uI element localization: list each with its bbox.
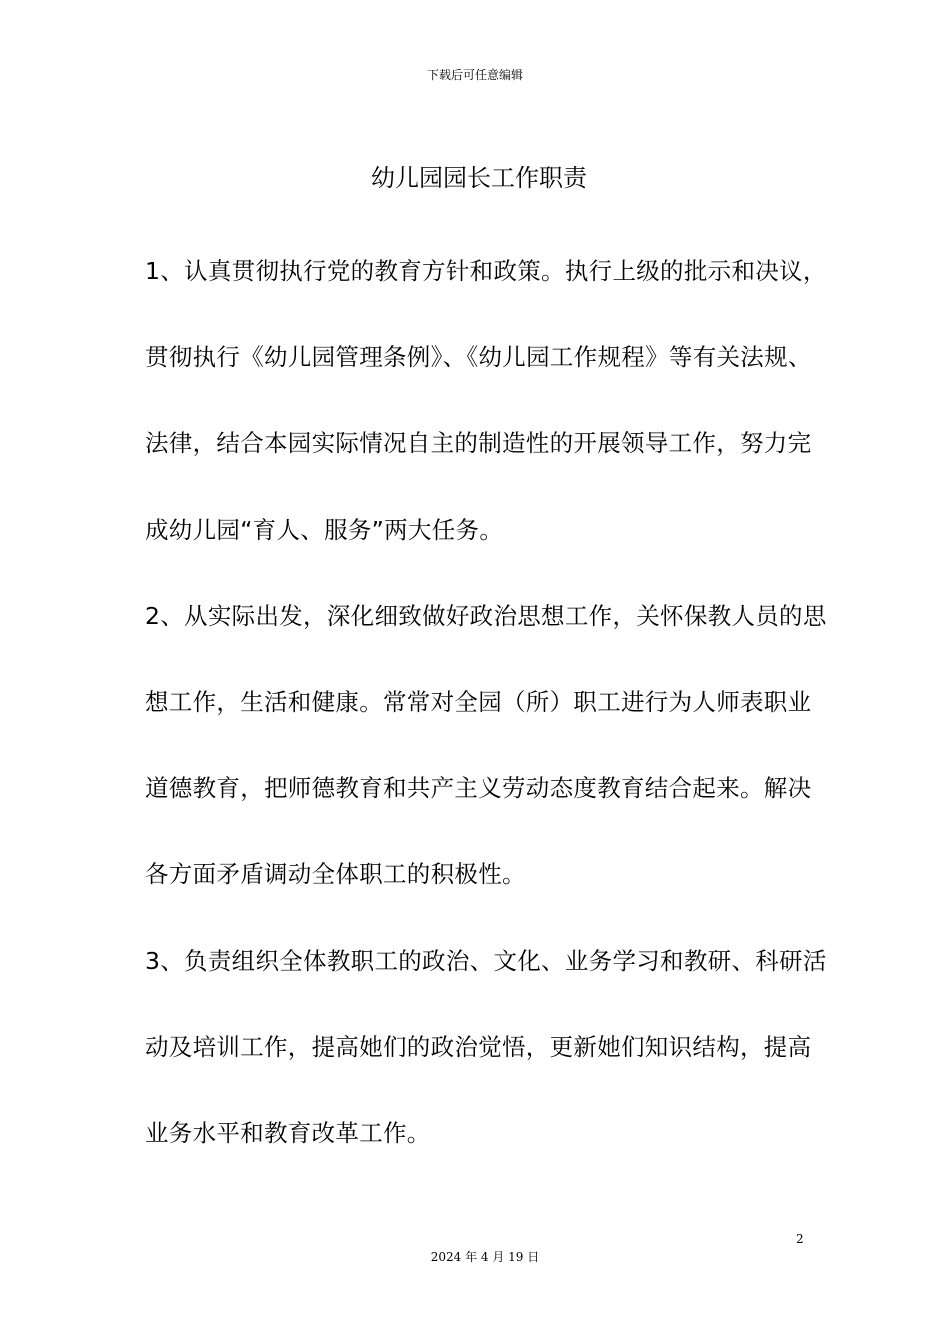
body-line: 3、负责组织全体教职工的政治、文化、业务学习和教研、科研活 <box>145 946 827 975</box>
body-line: 1、认真贯彻执行党的教育方针和政策。执行上级的批示和决议， <box>145 257 827 285</box>
body-line: 贯彻执行《幼儿园管理条例》、《幼儿园工作规程》等有关法规、 <box>145 343 812 372</box>
body-line: 2、从实际出发，深化细致做好政治思想工作，关怀保教人员的思 <box>145 601 827 630</box>
document-body <box>145 244 827 1192</box>
body-line: 动及培训工作，提高她们的政治觉悟，更新她们知识结构，提高 <box>145 1032 812 1061</box>
footer-date: 2024 年 4 月 19 日 <box>430 1250 540 1264</box>
body-line: 成幼儿园“育人、服务”两大任务。 <box>145 515 504 544</box>
body-line: 想工作，生活和健康。常常对全园（所）职工进行为人师表职业 <box>145 687 812 716</box>
document-title: 幼儿园园长工作职责 <box>371 164 587 192</box>
body-line: 各方面矛盾调动全体职工的积极性。 <box>145 860 526 889</box>
body-line: 道德教育，把师德教育和共产主义劳动态度教育结合起来。解决 <box>145 774 812 803</box>
body-line: 业务水平和教育改革工作。 <box>145 1118 431 1147</box>
page-number: 2 <box>796 1232 804 1246</box>
header-note: 下载后可任意编辑 <box>426 68 523 82</box>
body-line: 法律，结合本园实际情况自主的制造性的开展领导工作，努力完 <box>145 429 812 458</box>
